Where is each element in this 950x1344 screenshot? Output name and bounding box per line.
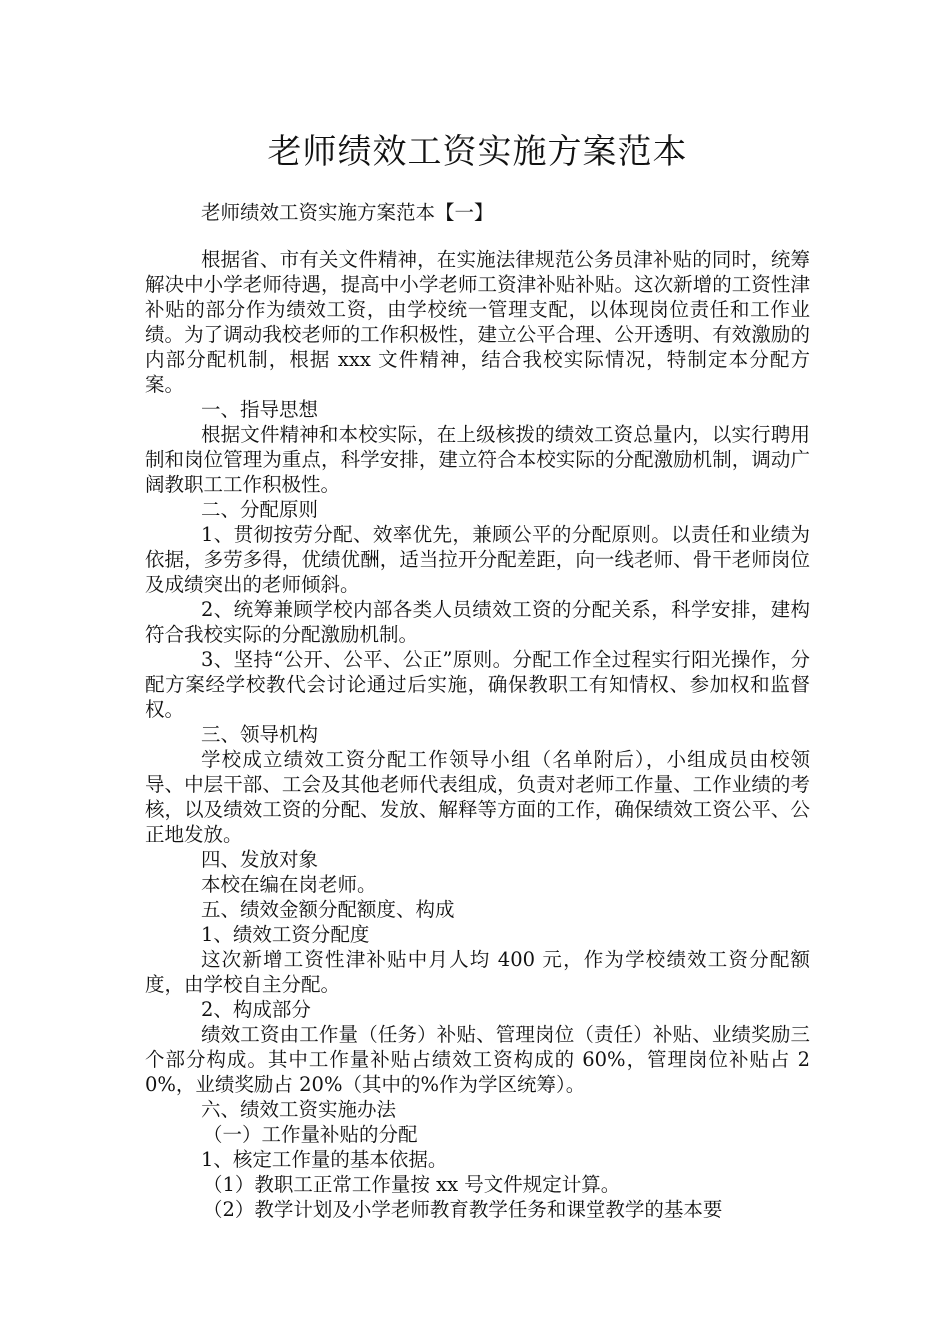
section-heading-recipients: 四、发放对象	[201, 848, 319, 871]
document-page	[145, 118, 810, 1222]
workload-basis-item-2: （2）教学计划及小学老师教育教学任务和课堂教学的基本要	[203, 1198, 723, 1221]
workload-basis-heading: 1、核定工作量的基本依据。	[201, 1148, 448, 1171]
subsection-heading-workload-allowance: （一）工作量补贴的分配	[203, 1123, 418, 1146]
section-text-leadership: 学校成立绩效工资分配工作领导小组（名单附后），小组成员由校领导、中层干部、工会及其他老师代表组成，负责对老师工作量、工作业绩的考核，以及绩效工资的分配、发放、解释等方面的工作，确保绩效工资公平、公正地发放。	[145, 748, 810, 846]
principle-item-3: 3、坚持“公开、公平、公正”原则。分配工作全过程实行阳光操作，分配方案经学校教代会讨论通过后实施，确保教职工有知情权、参加权和监督权。	[145, 648, 810, 721]
section-text-recipients: 本校在编在岗老师。	[201, 873, 377, 896]
section-heading-implementation: 六、绩效工资实施办法	[201, 1098, 397, 1121]
subsection-text-allocation: 这次新增工资性津补贴中月人均 400 元，作为学校绩效工资分配额度，由学校自主分配。	[145, 948, 810, 996]
intro-paragraph: 根据省、市有关文件精神，在实施法律规范公务员津补贴的同时，统筹解决中小学老师待遇，提高中小学老师工资津补贴补贴。这次新增的工资性津补贴的部分作为绩效工资，由学校统一管理支配，以体现岗位责任和工作业绩。为了调动我校老师的工作积极性，建立公平合理、公开透明、有效激励的内部分配机制，根据 xxx 文件精神，结合我校实际情况，特制定本分配方案。	[145, 248, 810, 396]
section-heading-amount-composition: 五、绩效金额分配额度、构成	[201, 898, 455, 921]
principle-item-2: 2、统筹兼顾学校内部各类人员绩效工资的分配关系，科学安排，建构符合我校实际的分配激励机制。	[145, 598, 810, 646]
subsection-heading-allocation: 1、绩效工资分配度	[201, 923, 370, 946]
section-heading-guiding-thought: 一、指导思想	[201, 398, 319, 421]
section-text-guiding-thought: 根据文件精神和本校实际，在上级核拨的绩效工资总量内，以实行聘用制和岗位管理为重点，科学安排，建立符合本校实际的分配激励机制，调动广阔教职工工作积极性。	[145, 423, 810, 496]
subsection-text-composition: 绩效工资由工作量（任务）补贴、管理岗位（责任）补贴、业绩奖励三个部分构成。其中工作量补贴占绩效工资构成的 60%，管理岗位补贴占 20%，业绩奖励占 20%（其中的%作为学区统筹）。	[145, 1023, 810, 1096]
principle-item-1: 1、贯彻按劳分配、效率优先，兼顾公平的分配原则。以责任和业绩为依据，多劳多得，优绩优酬，适当拉开分配差距，向一线老师、骨干老师岗位及成绩突出的老师倾斜。	[145, 523, 810, 596]
section-heading-distribution-principles: 二、分配原则	[201, 498, 319, 521]
document-subtitle: 老师绩效工资实施方案范本【一】	[201, 201, 494, 224]
section-heading-leadership: 三、领导机构	[201, 723, 319, 746]
workload-basis-item-1: （1）教职工正常工作量按 xx 号文件规定计算。	[203, 1173, 621, 1196]
document-title: 老师绩效工资实施方案范本	[267, 132, 688, 172]
subsection-heading-composition: 2、构成部分	[201, 998, 311, 1021]
